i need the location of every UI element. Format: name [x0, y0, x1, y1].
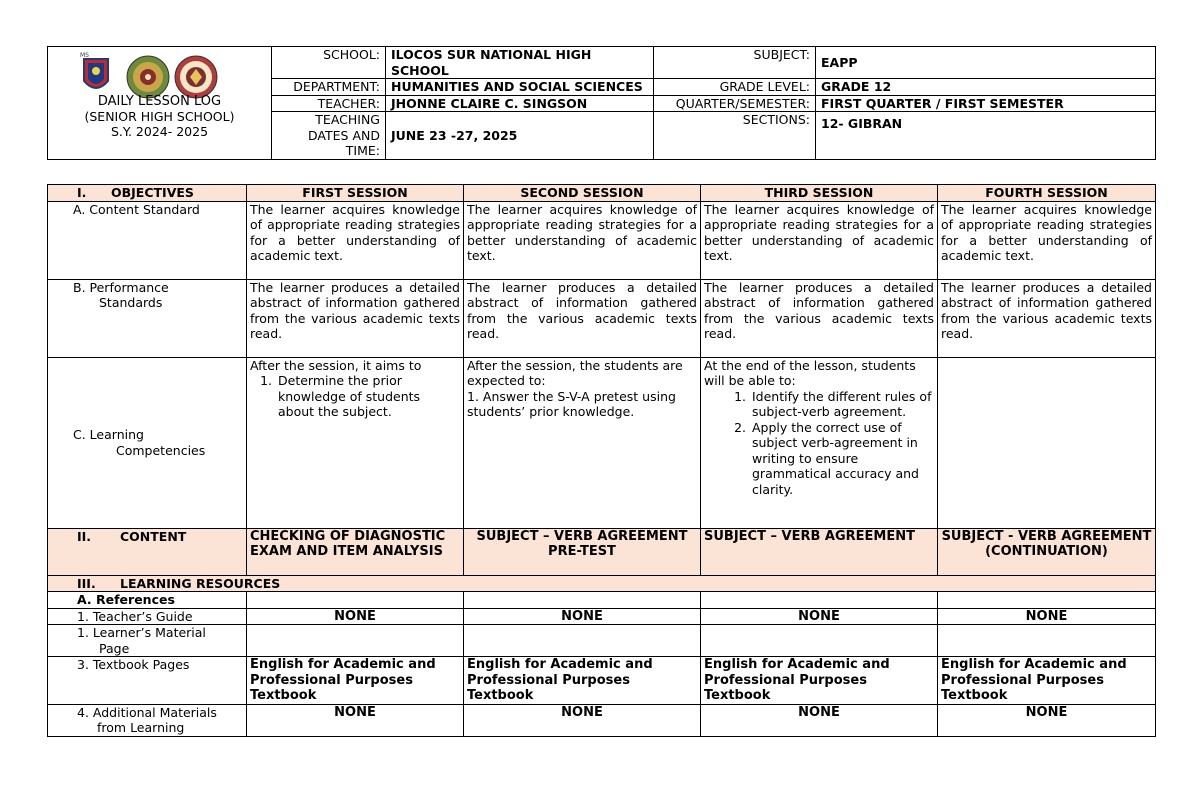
dates-label: TEACHING DATES AND TIME:	[272, 112, 386, 160]
additional-fourth: NONE	[938, 704, 1156, 736]
subject-label: SUBJECT:	[654, 47, 816, 79]
textbook-third: English for Academic and Professional Purposes Textbook	[701, 657, 938, 705]
grade-label: GRADE LEVEL:	[654, 79, 816, 96]
references-row	[48, 592, 1156, 609]
content-standard-first: The learner acquires knowledge of appropriate reading strategies for a better understanding of academic text.	[247, 201, 464, 279]
department-value: HUMANITIES AND SOCIAL SCIENCES	[386, 79, 654, 96]
objectives-header-row	[48, 185, 1156, 202]
competencies-third-list	[704, 389, 934, 498]
performance-second: The learner produces a detailed abstract of information gathered from the various academic texts read.	[464, 279, 701, 357]
teacher-value: JHONNE CLAIRE C. SINGSON	[386, 95, 654, 112]
performance-first: The learner produces a detailed abstract of information gathered from the various academic texts read.	[247, 279, 464, 357]
learners-material-row	[48, 625, 1156, 657]
textbook-row	[48, 657, 1156, 705]
performance-label-line1: B. Performance	[73, 279, 169, 295]
school-year: S.Y. 2024- 2025	[110, 124, 209, 139]
competencies-third	[701, 357, 938, 528]
header-table	[47, 46, 1156, 160]
school-value: ILOCOS SUR NATIONAL HIGH SCHOOL	[386, 47, 654, 79]
teachers-guide-third: NONE	[701, 608, 938, 625]
quarter-value: FIRST QUARTER / FIRST SEMESTER	[816, 95, 1156, 112]
school-seal-icon	[175, 56, 217, 98]
content-first: CHECKING OF DIAGNOSTIC EXAM AND ITEM ANALYSIS	[247, 528, 464, 575]
second-session-header: SECOND SESSION	[464, 185, 701, 202]
content-second: SUBJECT – VERB AGREEMENT PRE-TEST	[464, 528, 701, 575]
list-item: 2. Apply the correct use of subject verb-agreement in writing to ensure grammatical accuracy and clarity.	[750, 420, 934, 498]
learners-material-line1: 1. Learner’s Material	[77, 625, 206, 640]
competencies-label-line1: C. Learning	[73, 427, 144, 442]
learning-competencies-label	[48, 357, 247, 528]
additional-materials-row	[48, 704, 1156, 736]
lesson-table	[47, 184, 1156, 737]
teachers-guide-row	[48, 608, 1156, 625]
content-heading	[48, 528, 247, 575]
additional-second: NONE	[464, 704, 701, 736]
teachers-guide-fourth: NONE	[938, 608, 1156, 625]
school-logos	[78, 51, 238, 99]
dll-subtitle: (SENIOR HIGH SCHOOL)	[84, 109, 235, 124]
first-session-header: FIRST SESSION	[247, 185, 464, 202]
competencies-first	[247, 357, 464, 528]
competencies-second-intro: After the session, the students are expected to:	[467, 357, 683, 388]
competencies-first-intro: After the session, it aims to	[250, 357, 422, 373]
objectives-num: I.	[77, 185, 87, 200]
learners-material-third	[701, 625, 938, 657]
competencies-fourth	[938, 357, 1156, 528]
dates-value: JUNE 23 -27, 2025	[386, 112, 654, 160]
content-standard-row	[48, 201, 1156, 279]
content-standard-fourth: The learner acquires knowledge of appropriate reading strategies for a better understanding of academic text.	[938, 201, 1156, 279]
competencies-second	[464, 357, 701, 528]
content-fourth: SUBJECT - VERB AGREEMENT (CONTINUATION)	[938, 528, 1156, 575]
content-standard-label: A. Content Standard	[48, 201, 247, 279]
teachers-guide-second: NONE	[464, 608, 701, 625]
learners-material-line2: Page	[99, 640, 130, 656]
performance-third: The learner produces a detailed abstract of information gathered from the various academic texts read.	[701, 279, 938, 357]
list-item: 1. Identify the different rules of subject-verb agreement.	[750, 389, 934, 420]
content-standard-second: The learner acquires knowledge of appropriate reading strategies for a better understanding of academic text.	[464, 201, 701, 279]
objectives-heading	[48, 185, 247, 202]
department-label: DEPARTMENT:	[272, 79, 386, 96]
performance-standards-row	[48, 279, 1156, 357]
resources-label: LEARNING RESOURCES	[120, 575, 281, 591]
textbook-fourth: English for Academic and Professional Purposes Textbook	[938, 657, 1156, 705]
references-label: A. References	[48, 592, 247, 609]
additional-line2: from Learning	[97, 720, 185, 735]
teacher-label: TEACHER:	[272, 95, 386, 112]
list-item: 1. Determine the prior knowledge of students about the subject.	[276, 373, 460, 420]
references-first	[247, 592, 464, 609]
competencies-third-intro: At the end of the lesson, students will be able to:	[704, 357, 916, 388]
references-third	[701, 592, 938, 609]
performance-fourth: The learner produces a detailed abstract of information gathered from the various academic texts read.	[938, 279, 1156, 357]
resources-num: III.	[77, 575, 96, 591]
additional-first: NONE	[247, 704, 464, 736]
third-session-header: THIRD SESSION	[701, 185, 938, 202]
teachers-guide-first: NONE	[247, 608, 464, 625]
dll-title: DAILY LESSON LOG	[97, 94, 222, 109]
sections-label: SECTIONS:	[654, 112, 816, 160]
competencies-label-line2: Competencies	[116, 442, 206, 458]
textbook-second: English for Academic and Professional Purposes Textbook	[464, 657, 701, 705]
content-num: II.	[77, 528, 92, 544]
quarter-label: QUARTER/SEMESTER:	[654, 95, 816, 112]
deped-seal-icon	[80, 52, 108, 88]
textbook-label: 3. Textbook Pages	[48, 657, 247, 705]
learners-material-first	[247, 625, 464, 657]
resources-row	[48, 575, 1156, 592]
content-third: SUBJECT – VERB AGREEMENT	[701, 528, 938, 575]
content-row	[48, 528, 1156, 575]
textbook-first: English for Academic and Professional Purposes Textbook	[247, 657, 464, 705]
fourth-session-header: FOURTH SESSION	[938, 185, 1156, 202]
region-seal-icon	[127, 56, 169, 98]
performance-label-line2: Standards	[99, 295, 163, 310]
additional-line1: 4. Additional Materials	[77, 704, 217, 720]
competencies-second-item: 1. Answer the S-V-A pretest using students’ prior knowledge.	[467, 388, 676, 419]
additional-materials-label	[48, 704, 247, 736]
teachers-guide-label: 1. Teacher’s Guide	[48, 608, 247, 625]
school-label: SCHOOL:	[272, 47, 386, 79]
learning-competencies-row	[48, 357, 1156, 528]
learners-material-label	[48, 625, 247, 657]
objectives-label: OBJECTIVES	[111, 185, 194, 200]
references-second	[464, 592, 701, 609]
competencies-first-list	[250, 373, 460, 420]
additional-third: NONE	[701, 704, 938, 736]
learners-material-fourth	[938, 625, 1156, 657]
performance-standards-label	[48, 279, 247, 357]
subject-value: EAPP	[816, 47, 1156, 79]
deped-seal-mark: MS	[80, 52, 89, 59]
resources-heading	[48, 575, 1156, 592]
header-logo-cell	[48, 47, 272, 160]
learners-material-second	[464, 625, 701, 657]
content-standard-third: The learner acquires knowledge of appropriate reading strategies for a better understanding of academic text.	[701, 201, 938, 279]
references-fourth	[938, 592, 1156, 609]
content-label: CONTENT	[120, 528, 187, 544]
sections-value: 12- GIBRAN	[816, 112, 1156, 160]
grade-value: GRADE 12	[816, 79, 1156, 96]
